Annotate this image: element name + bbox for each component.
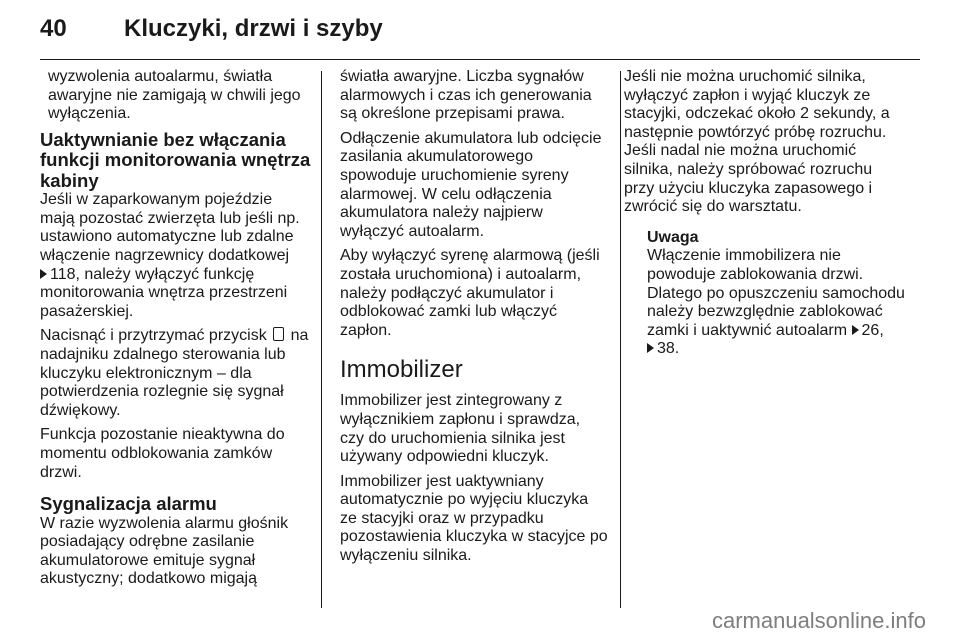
paragraph-text: na nadajniku zdalnego sterowania lub kluczyku elektronicznym – dla potwierdzenia rozlegnie się sygnał dźwiękowy.: [40, 327, 309, 419]
section-heading-immobilizer: Immobilizer: [340, 356, 463, 384]
engine-start-paragraph: Jeśli nie można uruchomić silnika, wyłączyć zapłon i wyjąć kluczyk ze stacyjki, odczekać około 2 sekundy, a następnie powtórzyć próbę rozruchu. Jeśli nadal nie można uruchomić silnika, należy spróbować rozruchu przy użyciu kluczyka zapasowego i zwrócić się do warsztatu.: [624, 68, 890, 216]
reference-arrow-icon: [647, 343, 654, 353]
alarm-signal-paragraph: W razie wyzwolenia alarmu głośnik posiadający odrębne zasilanie akumulatorowe emituje sygnał akustyczny; dodatkowo migają: [40, 514, 289, 588]
deactivation-paragraph-2: [40, 327, 312, 420]
page-reference-link[interactable]: 26: [861, 321, 880, 339]
paragraph-text: Nacisnąć i przytrzymać przycisk: [40, 327, 272, 345]
column-3: [624, 68, 914, 365]
reference-arrow-icon: [40, 269, 47, 279]
page-header: [0, 0, 960, 62]
note-text: ,: [879, 321, 884, 339]
column-divider-2: [620, 71, 621, 608]
header-divider: [40, 59, 920, 60]
note-text: .: [674, 340, 680, 358]
immobilizer-paragraph-1: Immobilizer jest zintegrowany z wyłącznikiem zapłonu i sprawdza, czy do uruchomienia silnika jest używany odpowiedni kluczyk.: [340, 392, 581, 466]
section-heading-deactivation: Uaktywnianie bez włączania funkcji monitorowania wnętrza kabiny: [40, 128, 311, 191]
alarm-paragraph-continued: światła awaryjne. Liczba sygnałów alarmowych i czas ich generowania są określone przepisami prawa.: [340, 68, 592, 123]
column-divider-1: [321, 71, 322, 608]
column-2: [340, 68, 612, 572]
note-text: Włączenie immobilizera nie powoduje zablokowania drzwi. Dlatego po opuszczeniu samochodu należy bezwzględnie zablokować zamki i uaktywnić autoalarm: [647, 247, 905, 339]
section-heading-alarm-signal: Sygnalizacja alarmu: [40, 493, 217, 515]
note-heading: Uwaga: [647, 228, 699, 246]
note-paragraph: [647, 247, 914, 359]
note-box: [624, 229, 914, 359]
reference-arrow-icon: [852, 325, 859, 335]
page-number: 40: [40, 15, 67, 42]
siren-off-paragraph: Aby wyłączyć syrenę alarmową (jeśli została uruchomiona) i autoalarm, należy podłączyć akumulator i odblokować zamki lub włączyć zapłon.: [340, 247, 600, 339]
lock-button-icon: [273, 327, 284, 341]
immobilizer-paragraph-2: Immobilizer jest uaktywniany automatycznie po wyjęciu kluczyka ze stacyjki oraz w przypadku pozostawienia kluczyka w stacyjce po wyłączeniu silnika.: [340, 472, 608, 565]
page-reference-link[interactable]: 118: [50, 265, 76, 283]
paragraph-text: , należy wyłączyć funkcję monitorowania wnętrza przestrzeni pasażerskiej.: [40, 265, 288, 320]
watermark: carmanualsonline.info: [711, 608, 926, 633]
battery-paragraph: Odłączenie akumulatora lub odcięcie zasilania akumulatorowego spowoduje uruchomienie syreny alarmowej. W celu odłączenia akumulatora należy najpierw wyłączyć autoalarm.: [340, 129, 602, 240]
page-reference-link[interactable]: 38: [657, 340, 675, 358]
intro-paragraph: wyzwolenia autoalarmu, światła awaryjne nie zamigają w chwili jego wyłączenia.: [48, 68, 301, 123]
column-1: [40, 68, 312, 595]
paragraph-text: Jeśli w zaparkowanym pojeździe mają pozostać zwierzęta lub jeśli np. ustawiono automatyczne lub zdalne włączenie nagrzewnicy dodatkowej: [40, 191, 300, 265]
deactivation-paragraph-3: Funkcja pozostanie nieaktywna do momentu odblokowania zamków drzwi.: [40, 426, 285, 481]
deactivation-paragraph-1: [40, 191, 312, 321]
page-title: Kluczyki, drzwi i szyby: [124, 15, 383, 42]
